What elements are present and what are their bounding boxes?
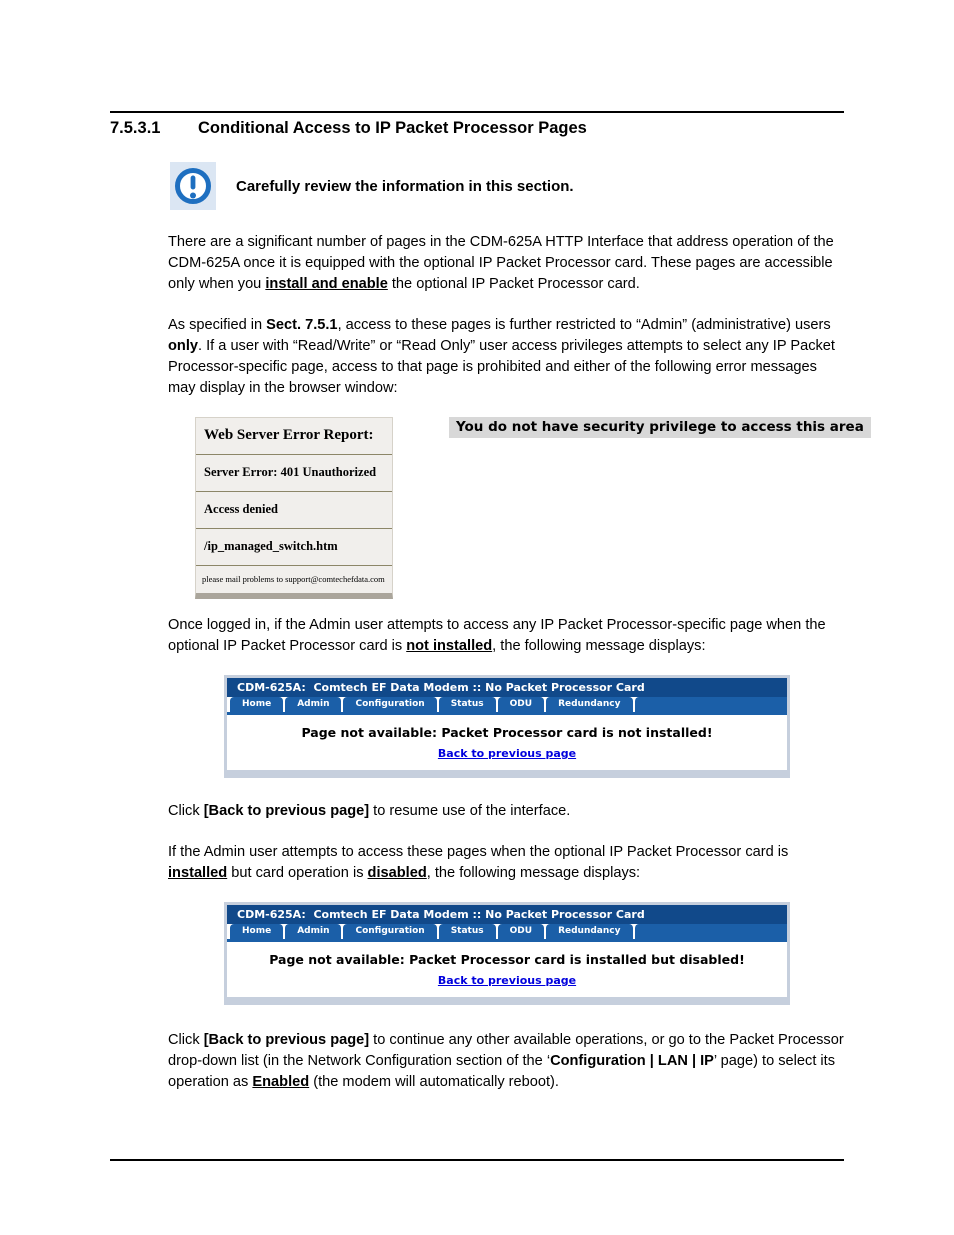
- nav-tabs: [230, 697, 635, 712]
- text-run: but card operation is: [227, 865, 368, 881]
- text-run: Click: [168, 1032, 204, 1048]
- nav-tab-home[interactable]: Home: [230, 924, 283, 939]
- nav-tab-home[interactable]: Home: [230, 697, 283, 712]
- nav-tab-status[interactable]: Status: [439, 697, 496, 712]
- text-run: . If a user with “Read/Write” or “Read Only” user access privileges attempts to select any IP Packet Processor-specific page, access to that page is prohibited and either of the following error messages may display in the browser window:: [168, 338, 835, 396]
- section-title: Conditional Access to IP Packet Processor Pages: [198, 119, 587, 137]
- paragraph-access-restriction: [168, 315, 844, 399]
- error-report-title: Web Server Error Report:: [204, 427, 374, 443]
- web-server-error-report-figure: [195, 417, 393, 599]
- text-run: Click: [168, 803, 204, 819]
- nav-tab-admin[interactable]: Admin: [285, 924, 341, 939]
- nav-tab-redundancy[interactable]: Redundancy: [546, 924, 632, 939]
- text-run: install and enable: [265, 276, 388, 292]
- text-run: [Back to previous page]: [203, 803, 370, 819]
- nav-bar-filler: [635, 697, 788, 712]
- modem-title-bar: CDM-625A: Comtech EF Data Modem :: No Packet Processor Card: [227, 678, 787, 697]
- text-run: to continue any other available operations, or go to the Packet Processor drop-down list (in the Network Configuration section of the ‘: [168, 1032, 844, 1069]
- page-not-available-message: Page not available: Packet Processor card is not installed!: [301, 725, 713, 740]
- paragraph-installed-disabled: [168, 842, 844, 884]
- text-run: There are a significant number of pages in the CDM-625A HTTP Interface that address operation of the CDM-625A once it is equipped with the optional IP Packet Processor card. These pages are accessible only when you: [168, 234, 834, 292]
- nav-tab-configuration[interactable]: Configuration: [343, 924, 436, 939]
- text-run: only: [168, 338, 198, 354]
- text-run: As specified in: [168, 317, 267, 333]
- nav-tab-odu[interactable]: ODU: [498, 697, 544, 712]
- important-notice: [170, 162, 954, 210]
- paragraph-enable-instructions: [168, 1030, 844, 1093]
- top-divider: [110, 111, 844, 113]
- bottom-divider: [110, 1159, 844, 1161]
- text-run: Sect. 7.5.1: [266, 317, 338, 333]
- nav-tab-odu[interactable]: ODU: [498, 924, 544, 939]
- nav-tabs: [230, 924, 635, 939]
- text-run: If the Admin user attempts to access these pages when the optional IP Packet Processor card is: [168, 844, 789, 860]
- error-report-row-access-denied: Access denied: [196, 491, 392, 528]
- section-heading: [110, 119, 844, 138]
- text-run: disabled: [367, 865, 427, 881]
- error-report-footer: please mail problems to support@comtechefdata.com: [196, 565, 392, 593]
- error-report-row-url: /ip_managed_switch.htm: [196, 528, 392, 565]
- modem-content-area: [227, 715, 787, 770]
- text-run: Once logged in, if the Admin user attempts to access any IP Packet Processor-specific page when the optional IP Packet Processor card is: [168, 617, 826, 654]
- text-run: Enabled: [252, 1074, 310, 1090]
- text-run: not installed: [406, 638, 493, 654]
- back-to-previous-page-link[interactable]: Back to previous page: [437, 747, 577, 760]
- error-examples-row: [195, 417, 954, 599]
- nav-bar-filler: [635, 924, 788, 939]
- section-number: 7.5.3.1: [110, 119, 161, 137]
- nav-tab-status[interactable]: Status: [439, 924, 496, 939]
- modem-content-area: [227, 942, 787, 997]
- nav-tab-redundancy[interactable]: Redundancy: [546, 697, 632, 712]
- notice-text: Carefully review the information in this section.: [236, 177, 574, 195]
- modem-title-bar: CDM-625A: Comtech EF Data Modem :: No Packet Processor Card: [227, 905, 787, 924]
- text-run: , access to these pages is further restricted to “Admin” (administrative) users: [337, 317, 831, 333]
- security-privilege-banner: You do not have security privilege to access this area: [449, 417, 871, 438]
- back-to-previous-page-link[interactable]: Back to previous page: [437, 974, 577, 987]
- page-not-available-message: Page not available: Packet Processor card is installed but disabled!: [269, 952, 745, 967]
- modem-screenshot-not-installed: [224, 675, 790, 778]
- modem-nav-bar: [227, 924, 787, 942]
- paragraph-not-installed: [168, 615, 844, 657]
- error-report-row-server-error: Server Error: 401 Unauthorized: [196, 454, 392, 491]
- text-run: , the following message displays:: [492, 638, 706, 654]
- nav-tab-configuration[interactable]: Configuration: [343, 697, 436, 712]
- modem-nav-bar: [227, 697, 787, 715]
- text-run: ’ page) to select its operation as: [168, 1053, 836, 1090]
- text-run: [Back to previous page]: [203, 1032, 370, 1048]
- text-run: Configuration | LAN | IP: [550, 1053, 714, 1069]
- text-run: to resume use of the interface.: [369, 803, 571, 819]
- modem-screenshot-disabled: [224, 902, 790, 1005]
- text-run: installed: [168, 865, 228, 881]
- text-run: (the modem will automatically reboot).: [309, 1074, 559, 1090]
- text-run: the optional IP Packet Processor card.: [387, 276, 640, 292]
- nav-tab-admin[interactable]: Admin: [285, 697, 341, 712]
- text-run: , the following message displays:: [426, 865, 641, 881]
- paragraph-click-back: [168, 801, 844, 822]
- paragraph-intro: [168, 232, 844, 295]
- exclamation-circle-icon: [170, 162, 216, 210]
